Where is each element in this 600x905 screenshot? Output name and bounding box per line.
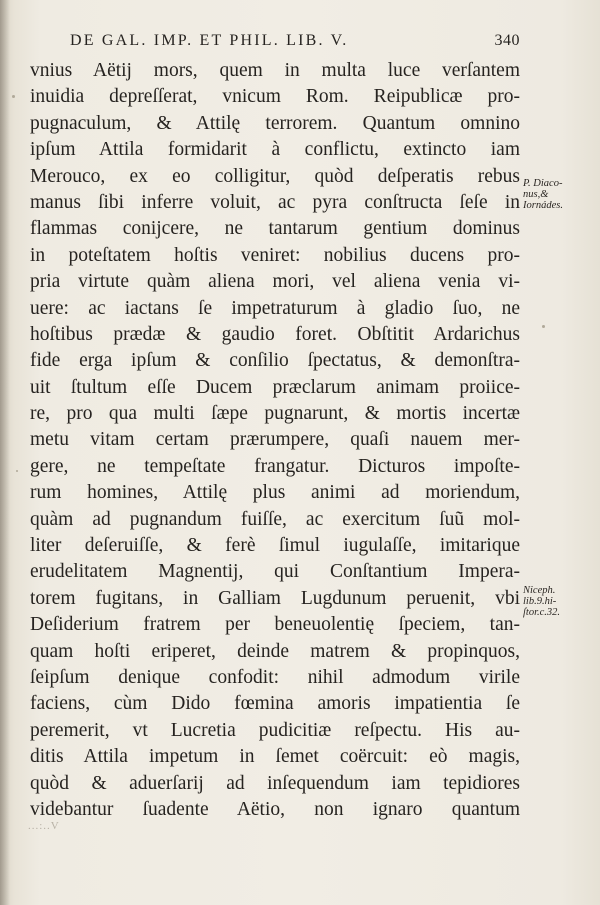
text-line: ſeipſum denique confodit: nihil admodum virile [30, 666, 520, 688]
text-line: torem fugitans, in Galliam Lugdunum peruenit, vbi [30, 587, 520, 609]
page-header [70, 32, 520, 52]
catchword: ...:..V [28, 820, 60, 832]
text-line: flammas conijcere, ne tantarum gentium dominus [30, 218, 520, 240]
paper-speck [16, 470, 18, 472]
text-line: liter deſeruiſſe, & ferè ſimul iugulaſſe, imitarique [30, 535, 520, 557]
running-head: DE GAL. IMP. ET PHIL. LIB. V. [70, 32, 349, 49]
margin-note-line: lib.9.hi- [523, 596, 557, 607]
text-line: erudelitatem Magnentij, qui Conſtantium Impera- [30, 561, 520, 583]
margin-note-line: Niceph. [523, 585, 556, 596]
text-line: vnius Aëtij mors, quem in multa luce verſantem [30, 60, 520, 81]
text-line: uit ſtultum eſſe Ducem præclarum animam proiice- [30, 376, 520, 398]
margin-note-niceph [523, 585, 583, 618]
text-line: faciens, cùm Dido fœmina amoris impatientia ſe [30, 693, 520, 715]
text-line: quam hoſti eriperet, deinde matrem & propinquos, [30, 640, 520, 662]
text-line: re, pro qua multi ſæpe pugnarunt, & mortis incertæ [30, 403, 520, 425]
margin-note-diaconus [523, 178, 583, 211]
body-text [30, 58, 520, 823]
text-line: pugnaculum, & Attilę terrorem. Quantum omnino [30, 112, 520, 134]
text-line: peremerit, vt Lucretia pudicitiæ reſpectu. His au- [30, 719, 520, 741]
text-line: hoſtibus prædæ & gaudio foret. Obſtitit Ardarichus [30, 323, 520, 345]
page-number: 340 [494, 32, 520, 49]
text-line: ditis Attila impetum in ſemet coërcuit: eò magis, [30, 746, 520, 768]
margin-note-line: nus,& [523, 189, 549, 200]
text-line: inuidia depreſſerat, vnicum Rom. Reipublicæ pro- [30, 86, 520, 108]
text-line: uere: ac iactans ſe impetraturum à gladio ſuo, ne [30, 297, 520, 319]
text-line: Merouco, ex eo colligitur, quòd deſperatis rebus [30, 165, 520, 187]
text-line: manus ſibi inferre voluit, ac pyra conſtructa ſeſe in [30, 191, 520, 213]
text-line: rum homines, Attilę plus animi ad moriendum, [30, 482, 520, 504]
margin-note-line: P. Diaco- [523, 178, 563, 189]
text-line: Deſiderium fratrem per beneuolentię ſpeciem, tan- [30, 614, 520, 636]
text-line: videbantur ſuadente Aëtio, non ignaro quantum [30, 798, 520, 820]
text-line: ipſum Attila formidarit à conflictu, extincto iam [30, 139, 520, 161]
paper-speck [542, 325, 545, 328]
margin-note-line: Iornádes. [523, 200, 563, 211]
text-line: quòd & aduerſarij ad inſequendum iam tepidiores [30, 772, 520, 794]
gutter-shadow [0, 0, 10, 905]
margin-note-line: ſtor.c.32. [523, 607, 561, 618]
text-line: fide erga ipſum & conſilio ſpectatus, & demonſtra- [30, 350, 520, 372]
text-line: gere, ne tempeſtate frangatur. Dicturos impoſte- [30, 455, 520, 477]
text-line: in poteſtatem hoſtis veniret: nobilius ducens pro- [30, 244, 520, 266]
text-line: metu vitam certam prærumpere, quaſi nauem mer- [30, 429, 520, 451]
text-line: pria virtute quàm aliena mori, vel aliena venia vi- [30, 271, 520, 293]
text-line: quàm ad pugnandum fuiſſe, ac exercitum ſuũ mol- [30, 508, 520, 530]
paper-speck [12, 95, 15, 98]
